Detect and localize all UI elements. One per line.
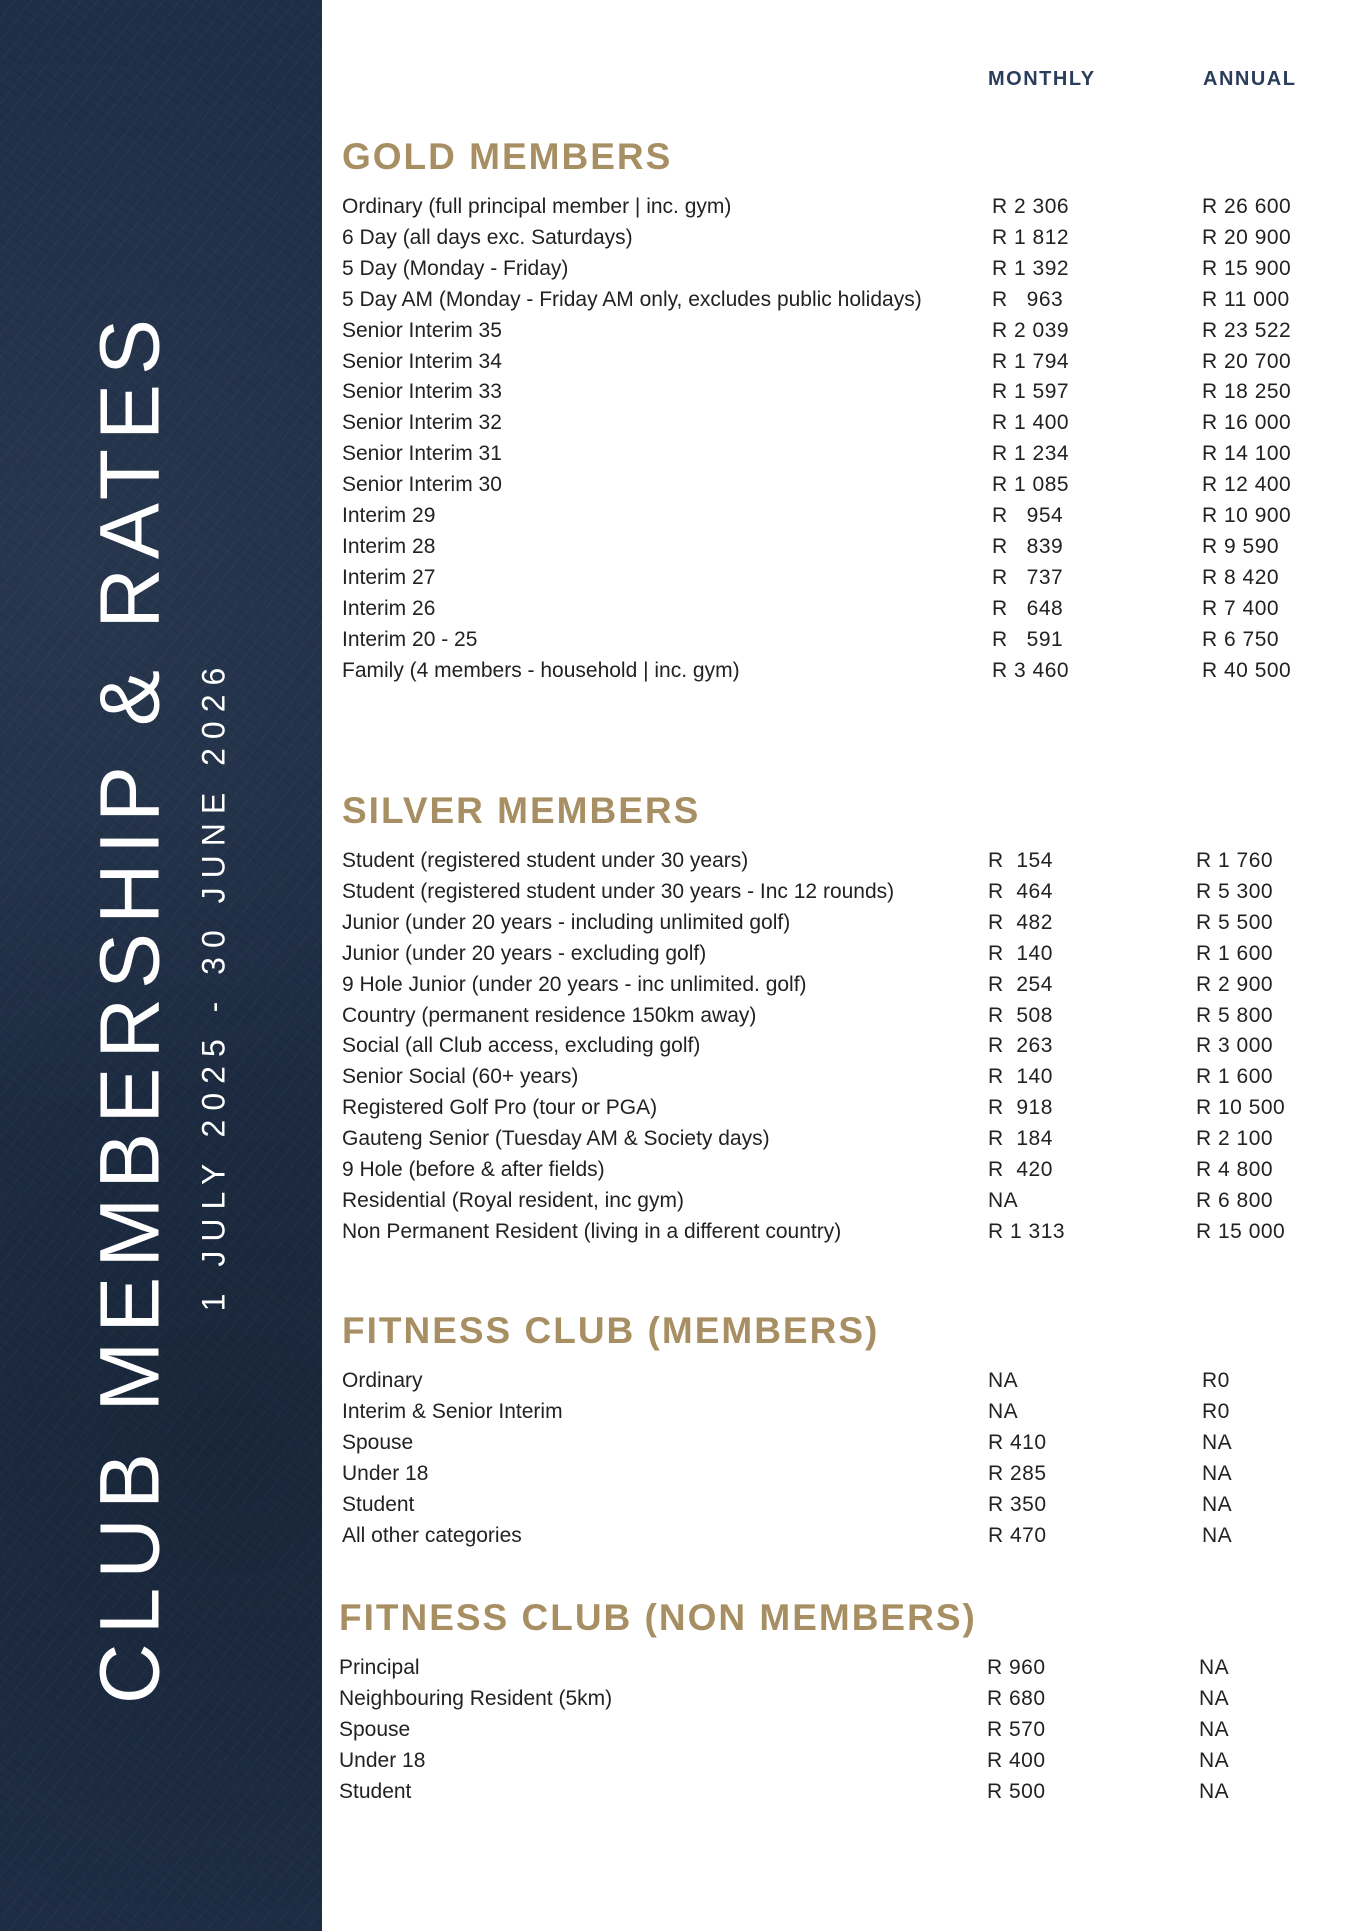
annual-rate: R 18 250: [1202, 380, 1292, 404]
monthly-rate: R 470: [988, 1523, 1047, 1547]
monthly-rate: R 963: [992, 287, 1064, 311]
annual-rate: R 7 400: [1202, 596, 1280, 620]
monthly-rate: R 254: [988, 972, 1053, 996]
rate-row: [0, 624, 1357, 655]
monthly-rate: R 482: [988, 910, 1053, 934]
rate-row: [0, 531, 1357, 562]
rate-label: 9 Hole Junior (under 20 years - inc unlimited. golf): [342, 972, 807, 996]
rate-row: [0, 938, 1357, 969]
annual-rate: R 12 400: [1202, 473, 1292, 497]
monthly-rate: R 1 794: [992, 349, 1070, 373]
annual-rate: R 10 500: [1196, 1096, 1286, 1120]
monthly-rate: R 285: [988, 1461, 1047, 1485]
monthly-rate: R 1 234: [992, 442, 1070, 466]
rate-label: Interim 29: [342, 504, 436, 527]
rate-row: [0, 315, 1357, 346]
rate-label: Student (registered student under 30 years - Inc 12 rounds): [342, 879, 895, 903]
monthly-rate: R 954: [992, 504, 1064, 527]
monthly-rate: R 1 392: [992, 256, 1070, 280]
rate-label: Residential (Royal resident, inc gym): [342, 1188, 684, 1212]
annual-rate: NA: [1199, 1779, 1230, 1803]
monthly-rate: R 648: [992, 596, 1064, 620]
monthly-rate: R 960: [987, 1656, 1046, 1679]
rate-row: [0, 469, 1357, 500]
annual-rate: R 11 000: [1202, 287, 1290, 311]
rate-row: [0, 1714, 1357, 1745]
rate-label: Junior (under 20 years - including unlimited golf): [342, 910, 791, 934]
rate-label: Interim 20 - 25: [342, 627, 478, 651]
rate-row: [0, 253, 1357, 284]
rate-row: [0, 376, 1357, 407]
annual-rate: NA: [1202, 1461, 1233, 1485]
rate-label: Ordinary (full principal member | inc. gym): [342, 195, 732, 218]
rate-row: [0, 1154, 1357, 1185]
monthly-rate: R 184: [988, 1127, 1053, 1151]
annual-rate: R 14 100: [1202, 442, 1292, 466]
annual-rate: NA: [1202, 1430, 1233, 1454]
monthly-rate: R 500: [987, 1779, 1046, 1803]
rate-label: Interim & Senior Interim: [342, 1399, 563, 1423]
rate-label: Under 18: [339, 1748, 426, 1772]
monthly-rate: R 1 812: [992, 225, 1070, 249]
monthly-rate: R 410: [988, 1430, 1047, 1454]
column-header-annual: ANNUAL: [1203, 68, 1297, 90]
rate-label: Senior Interim 30: [342, 473, 502, 497]
annual-rate: R 26 600: [1202, 195, 1292, 218]
rate-label: Gauteng Senior (Tuesday AM & Society days): [342, 1127, 770, 1151]
annual-rate: R 15 900: [1202, 256, 1292, 280]
rate-label: Non Permanent Resident (living in a different country): [342, 1219, 842, 1243]
annual-rate: NA: [1199, 1686, 1230, 1710]
rate-row: [0, 1365, 1357, 1396]
annual-rate: R 6 750: [1202, 627, 1280, 651]
annual-rate: R 40 500: [1202, 658, 1292, 682]
monthly-rate: R 263: [988, 1034, 1053, 1058]
annual-rate: R 1 600: [1196, 941, 1274, 965]
monthly-rate: R 140: [988, 941, 1053, 965]
rate-row: [0, 1458, 1357, 1489]
annual-rate: R 9 590: [1202, 534, 1280, 558]
monthly-rate: NA: [988, 1399, 1019, 1423]
rate-row: [0, 593, 1357, 624]
rate-row: [0, 191, 1357, 222]
rate-label: 9 Hole (before & after fields): [342, 1158, 605, 1181]
rate-label: Principal: [339, 1656, 420, 1679]
section-title: FITNESS CLUB (NON MEMBERS): [339, 1597, 977, 1638]
annual-rate: R 2 100: [1196, 1127, 1274, 1151]
monthly-rate: R 350: [988, 1492, 1047, 1516]
rate-label: Ordinary: [342, 1369, 423, 1392]
annual-rate: R 16 000: [1202, 411, 1292, 435]
annual-rate: NA: [1199, 1717, 1230, 1741]
rate-row: [0, 1396, 1357, 1427]
rate-label: Senior Interim 31: [342, 442, 502, 466]
rate-label: Senior Interim 32: [342, 411, 502, 435]
rate-row: [0, 845, 1357, 876]
rate-row: [0, 1776, 1357, 1807]
section-title: GOLD MEMBERS: [342, 136, 673, 177]
rate-label: Spouse: [339, 1717, 411, 1741]
annual-rate: NA: [1199, 1656, 1230, 1679]
monthly-rate: R 2 306: [992, 195, 1070, 218]
rate-row: [0, 1000, 1357, 1031]
annual-rate: R 3 000: [1196, 1034, 1274, 1058]
monthly-rate: R 570: [987, 1717, 1046, 1741]
rate-label: 5 Day (Monday - Friday): [342, 256, 569, 280]
rate-row: [0, 346, 1357, 377]
rate-label: Senior Social (60+ years): [342, 1065, 579, 1089]
rate-row: [0, 407, 1357, 438]
monthly-rate: R 1 597: [992, 380, 1070, 404]
annual-rate: R0: [1202, 1369, 1230, 1392]
rate-row: [0, 562, 1357, 593]
annual-rate: R 20 700: [1202, 349, 1292, 373]
rate-label: All other categories: [342, 1523, 522, 1547]
rate-row: [0, 1061, 1357, 1092]
rate-row: [0, 1123, 1357, 1154]
rate-label: Student: [339, 1779, 412, 1803]
annual-rate: NA: [1199, 1748, 1230, 1772]
monthly-rate: R 591: [992, 627, 1064, 651]
rate-label: Student (registered student under 30 years): [342, 849, 749, 872]
rate-row: [0, 1683, 1357, 1714]
rate-label: Registered Golf Pro (tour or PGA): [342, 1096, 658, 1120]
rate-row: [0, 1652, 1357, 1683]
monthly-rate: R 1 085: [992, 473, 1070, 497]
rate-row: [0, 284, 1357, 315]
rate-label: Senior Interim 33: [342, 380, 502, 404]
rate-label: Senior Interim 35: [342, 318, 502, 342]
column-header-monthly: MONTHLY: [988, 68, 1096, 90]
rate-row: [0, 1185, 1357, 1216]
rate-row: [0, 876, 1357, 907]
annual-rate: R 1 600: [1196, 1065, 1274, 1089]
monthly-rate: R 154: [988, 849, 1053, 872]
rate-label: Interim 28: [342, 534, 436, 558]
monthly-rate: R 737: [992, 565, 1064, 589]
rate-label: Family (4 members - household | inc. gym): [342, 658, 740, 682]
monthly-rate: R 400: [987, 1748, 1046, 1772]
rate-label: Country (permanent residence 150km away): [342, 1003, 757, 1027]
rate-row: [0, 1216, 1357, 1247]
monthly-rate: R 420: [988, 1158, 1053, 1181]
rate-row: [0, 1745, 1357, 1776]
rate-row: [0, 969, 1357, 1000]
monthly-rate: R 839: [992, 534, 1064, 558]
annual-rate: R0: [1202, 1399, 1230, 1423]
annual-rate: R 1 760: [1196, 849, 1274, 872]
annual-rate: R 5 500: [1196, 910, 1274, 934]
annual-rate: R 2 900: [1196, 972, 1274, 996]
annual-rate: R 15 000: [1196, 1219, 1286, 1243]
monthly-rate: R 508: [988, 1003, 1053, 1027]
rate-row: [0, 907, 1357, 938]
monthly-rate: R 1 313: [988, 1219, 1066, 1243]
monthly-rate: R 1 400: [992, 411, 1070, 435]
rate-row: [0, 1489, 1357, 1520]
monthly-rate: R 140: [988, 1065, 1053, 1089]
monthly-rate: R 918: [988, 1096, 1053, 1120]
monthly-rate: R 680: [987, 1686, 1046, 1710]
monthly-rate: R 3 460: [992, 658, 1070, 682]
rate-label: Social (all Club access, excluding golf): [342, 1034, 701, 1058]
rate-row: [0, 438, 1357, 469]
rate-label: Student: [342, 1492, 415, 1516]
section-title: FITNESS CLUB (MEMBERS): [342, 1310, 880, 1351]
annual-rate: R 5 300: [1196, 879, 1274, 903]
rate-label: Neighbouring Resident (5km): [339, 1686, 613, 1710]
section-title: SILVER MEMBERS: [342, 790, 701, 831]
rate-label: 6 Day (all days exc. Saturdays): [342, 225, 633, 249]
annual-rate: R 23 522: [1202, 318, 1292, 342]
rate-row: [0, 655, 1357, 686]
annual-rate: NA: [1202, 1523, 1233, 1547]
annual-rate: R 4 800: [1196, 1158, 1274, 1181]
rate-label: Senior Interim 34: [342, 349, 502, 373]
annual-rate: R 10 900: [1202, 504, 1292, 527]
page-title: CLUB MEMBERSHIP & RATES: [82, 309, 177, 1705]
rate-label: Spouse: [342, 1430, 414, 1454]
rate-row: [0, 1520, 1357, 1551]
rate-row: [0, 1427, 1357, 1458]
monthly-rate: R 464: [988, 879, 1053, 903]
validity-period: 1 JULY 2025 - 30 JUNE 2026: [195, 658, 232, 1312]
annual-rate: R 5 800: [1196, 1003, 1274, 1027]
rate-row: [0, 1092, 1357, 1123]
rate-label: 5 Day AM (Monday - Friday AM only, excludes public holidays): [342, 287, 922, 311]
annual-rate: R 8 420: [1202, 565, 1280, 589]
monthly-rate: R 2 039: [992, 318, 1070, 342]
annual-rate: R 6 800: [1196, 1188, 1274, 1212]
annual-rate: R 20 900: [1202, 225, 1292, 249]
annual-rate: NA: [1202, 1492, 1233, 1516]
monthly-rate: NA: [988, 1369, 1019, 1392]
rate-row: [0, 500, 1357, 531]
rate-label: Junior (under 20 years - excluding golf): [342, 941, 707, 965]
rate-label: Interim 27: [342, 565, 436, 589]
rate-row: [0, 1030, 1357, 1061]
monthly-rate: NA: [988, 1188, 1019, 1212]
rate-label: Under 18: [342, 1461, 429, 1485]
rate-row: [0, 222, 1357, 253]
rate-label: Interim 26: [342, 596, 436, 620]
